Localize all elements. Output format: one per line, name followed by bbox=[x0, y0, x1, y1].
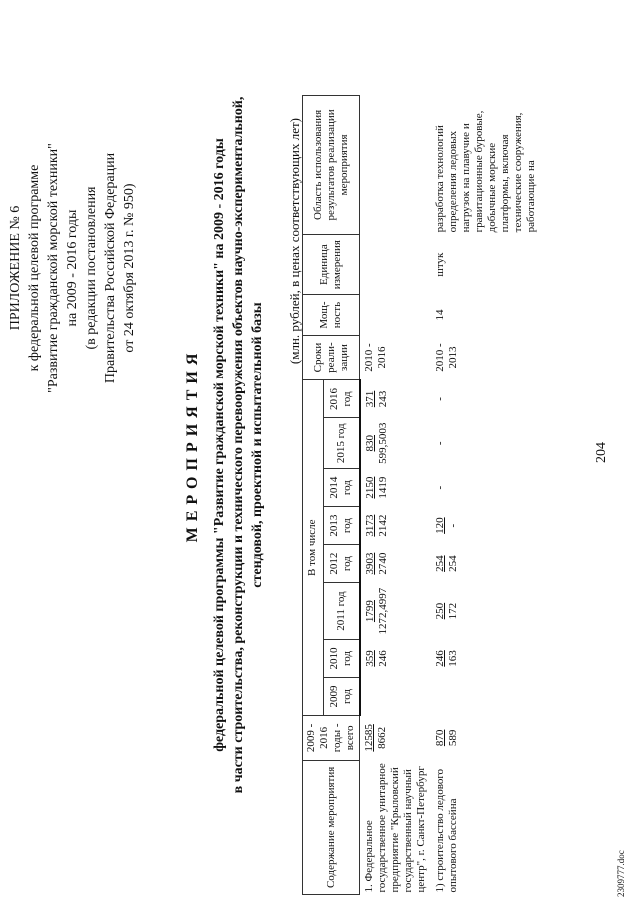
cell-unit: штук bbox=[434, 252, 446, 277]
cell-total bbox=[431, 716, 541, 761]
measures-table bbox=[302, 95, 541, 895]
header-year: 2012 год bbox=[323, 545, 359, 583]
value-bottom: 254 bbox=[447, 555, 459, 572]
cell-year bbox=[360, 545, 432, 583]
cell-year bbox=[431, 583, 541, 640]
header-year: 2015 год bbox=[323, 418, 359, 469]
header-year: 2016 год bbox=[323, 380, 359, 418]
header-terms: Сроки реали-зации bbox=[303, 335, 360, 380]
cell-year bbox=[360, 469, 432, 507]
value-top: 870 bbox=[434, 729, 446, 747]
cell-area: разработка технологий определения ледовых нагрузок на плавучие и гравитационные буровые, добычные морские платформы, включая технические сооружения, работающие на bbox=[434, 110, 537, 233]
value-top: 1799 bbox=[363, 600, 376, 623]
value-bottom: 163 bbox=[447, 650, 459, 667]
cell-year bbox=[360, 418, 432, 469]
value-bottom: 2142 bbox=[376, 514, 389, 537]
value-top: 2150 bbox=[363, 476, 376, 499]
header-including: В том числе bbox=[303, 380, 324, 716]
value-bottom: 1272,4997 bbox=[376, 587, 389, 635]
cell-year bbox=[431, 639, 541, 677]
cell-year bbox=[431, 469, 541, 507]
cell-unit bbox=[360, 234, 432, 295]
value-top: 830 bbox=[363, 435, 376, 452]
value-top: 371 bbox=[363, 390, 376, 408]
value-bottom: 1419 bbox=[376, 476, 389, 499]
page-number: 204 bbox=[594, 442, 609, 463]
document-title: МЕРОПРИЯТИЯ bbox=[184, 347, 201, 543]
cell-terms: 2010 - 2016 bbox=[363, 343, 388, 372]
cell-year bbox=[431, 507, 541, 545]
value-bottom: 599,5003 bbox=[376, 422, 389, 464]
cell-terms: 2010 - 2013 bbox=[434, 343, 459, 372]
header-year: 2014 год bbox=[323, 469, 359, 507]
appendix-line: "Развитие гражданской морской техники" bbox=[46, 143, 61, 393]
footer-file-code: 2309777.doc bbox=[616, 850, 626, 897]
row-content: 1) строительство ледового опытового бассейна bbox=[434, 768, 459, 893]
appendix-line: к федеральной целевой программе bbox=[27, 164, 42, 372]
value-bottom: 589 bbox=[447, 729, 459, 747]
header-area: Область использования результатов реализации мероприятия bbox=[303, 96, 360, 235]
appendix-line: Правительства Российской Федерации bbox=[103, 152, 118, 384]
header-year: 2009 год bbox=[323, 677, 359, 715]
cell-area bbox=[360, 96, 432, 235]
value-top: 12585 bbox=[363, 724, 375, 752]
table-row bbox=[360, 96, 432, 895]
cell-year bbox=[360, 583, 432, 640]
header-year: 2011 год bbox=[323, 583, 359, 640]
value-bottom: 243 bbox=[376, 390, 389, 408]
header-content: Содержание мероприятия bbox=[303, 760, 360, 894]
title-block bbox=[184, 45, 267, 845]
units-note: (млн. рублей, в ценах соответствующих лет) bbox=[287, 118, 302, 365]
value-bottom: 172 bbox=[447, 602, 459, 620]
title-line: в части строительства, реконструкции и технического перевооружения объектов научно-экспериментальной, bbox=[231, 96, 246, 794]
cell-total bbox=[360, 716, 432, 761]
cell-year bbox=[431, 677, 541, 715]
value-top: - bbox=[434, 397, 446, 401]
value-top: 250 bbox=[434, 602, 446, 620]
value-top: 246 bbox=[434, 650, 446, 667]
cell-capacity bbox=[360, 295, 432, 335]
value-top: - bbox=[434, 441, 446, 446]
cell-year bbox=[360, 677, 432, 715]
title-line: федеральной целевой программы "Развитие гражданской морской техники" на 2009 - 2016 годы bbox=[212, 138, 227, 752]
value-top: 254 bbox=[434, 555, 446, 572]
cell-year bbox=[431, 380, 541, 418]
value-top: 359 bbox=[363, 650, 376, 667]
table-row bbox=[431, 96, 541, 895]
header-unit: Единица измерения bbox=[303, 234, 360, 295]
value-top: 3903 bbox=[363, 552, 376, 575]
value-bottom: 2740 bbox=[376, 552, 389, 575]
cell-capacity: 14 bbox=[434, 309, 446, 321]
cell-year bbox=[431, 418, 541, 469]
value-bottom: 8662 bbox=[376, 726, 388, 749]
value-top: 3173 bbox=[363, 514, 376, 537]
value-bottom: 246 bbox=[376, 650, 389, 667]
value-bottom: - bbox=[447, 523, 459, 528]
header-capacity: Мощ-ность bbox=[303, 295, 360, 335]
header-total: 2009 - 2016 годы - всего bbox=[303, 716, 360, 761]
value-top: - bbox=[434, 485, 446, 490]
header-year: 2013 год bbox=[323, 507, 359, 545]
appendix-block bbox=[6, 88, 139, 448]
appendix-line: на 2009 - 2016 годы bbox=[65, 209, 80, 327]
cell-year bbox=[431, 545, 541, 583]
appendix-line: от 24 октября 2013 г. № 950) bbox=[122, 183, 137, 353]
appendix-line: (в редакции постановления bbox=[84, 186, 99, 350]
cell-year bbox=[360, 507, 432, 545]
title-line: стендовой, проектной и испытательной базы bbox=[250, 302, 265, 588]
value-top: 120 bbox=[434, 517, 446, 534]
cell-year bbox=[360, 380, 432, 418]
row-content: 1. Федеральное государственное унитарное предприятие "Крыловский государственный научный центр", г. Санкт-Петербург bbox=[363, 763, 427, 893]
cell-year bbox=[360, 639, 432, 677]
header-year: 2010 год bbox=[323, 639, 359, 677]
appendix-line: ПРИЛОЖЕНИЕ № 6 bbox=[8, 205, 23, 331]
